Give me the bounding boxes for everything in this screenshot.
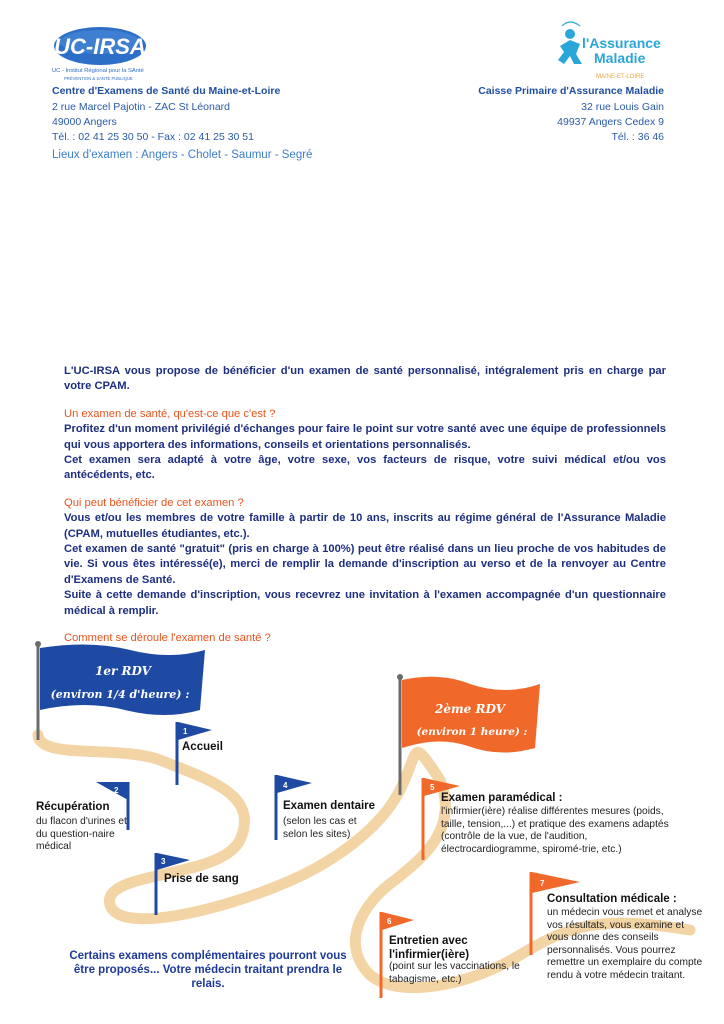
assurance-maladie-logo-region: MAINE-ET-LOIRE [596,74,645,80]
cpam-address-line1: 32 rue Louis Gain [581,101,664,113]
uc-irsa-logo-text: UC-IRSA [54,34,146,59]
center-address-line1: 2 rue Marcel Pajotin - ZAC St Léonard [52,101,230,113]
section2-heading: Qui peut bénéficier de cet examen ? [64,496,244,509]
section2-paragraph2: Cet examen de santé "gratuit" (pris en charge à 100%) peut être réalisé dans un lieu proche de vos habitudes de vie. Si vous êtes intéressé(e), merci de remplir la demande d'inscription au verso et de la renvoyer au Centre d'Examens de Santé. [64,543,666,586]
step6-number: 6 [387,917,392,926]
step2-description: du flacon d'urines et du question-naire médical [36,816,127,853]
section1-paragraph1: Profitez d'un moment privilégié d'échanges pour faire le point sur votre santé avec une équipe de professionnels qui vous apportera des informations, conseils et orientations personnalisés. [64,423,666,451]
body-text [64,364,666,647]
section1-heading: Un examen de santé, qu'est-ce que c'est ? [64,407,276,420]
center-phone-fax: Tél. : 02 41 25 30 50 - Fax : 02 41 25 30 51 [52,131,254,143]
rdv2-title: 2ème RDV [435,702,505,716]
uc-irsa-logo [50,22,160,86]
assurance-maladie-logo-line2: Maladie [594,50,646,66]
cpam-address-line2: 49937 Angers Cedex 9 [557,116,664,128]
step4-number: 4 [283,781,288,790]
intro-paragraph: L'UC-IRSA vous propose de bénéficier d'un examen de santé personnalisé, intégralement pris en charge par votre CPAM. [64,365,666,393]
section1-paragraph2: Cet examen sera adapté à votre âge, votre sexe, vos facteurs de risque, votre suivi médical et/ou vos antécédents, etc. [64,454,666,482]
rdv1-flag [40,644,205,715]
exam-sites: Lieux d'examen : Angers - Cholet - Saumur - Segré [52,149,313,161]
step1-number: 1 [183,727,188,736]
step4-title: Examen dentaire [283,800,376,812]
rdv2-duration: (environ 1 heure) : [416,726,528,738]
section2-paragraph1: Vous et/ou les membres de votre famille à partir de 10 ans, inscrits au régime général de l'Assurance Maladie (CPAM, mutuelles étudiantes, etc.). [64,512,666,540]
step5-number: 5 [430,783,435,792]
assurance-maladie-logo-line1: l'Assurance [582,35,661,51]
step3-title: Prise de sang [164,873,239,885]
step5-description: l'infirmier(ière) réalise différentes mesures (poids, taille, tension,...) et pratique des examens adaptés (contrôle de la vue, de l'audition, électrocardiogramme, spiromé-trie, etc.) [441,806,669,855]
cpam-name: Caisse Primaire d'Assurance Maladie [478,85,664,97]
center-address-line2: 49000 Angers [52,116,117,128]
step4-description: (selon les cas et selon les sites) [283,816,357,840]
rdv1-duration: (environ 1/4 d'heure) : [50,688,190,701]
step2-number: 2 [114,786,119,795]
center-name: Centre d'Examens de Santé du Maine-et-Loire [52,85,281,97]
step3-number: 3 [161,857,166,866]
step7-description: un médecin vous remet et analyse vos résultats, vous examine et vous donne des conseils personnalisés. Vous pourrez remettre un exemplaire du compte rendu à votre médecin traitant. [547,907,703,981]
step7-title: Consultation médicale : [547,893,677,905]
uc-irsa-logo-tagline2: PRÉVENTION & SANTÉ PUBLIQUE [64,76,133,81]
step7-number: 7 [540,879,545,888]
section2-paragraph3: Suite à cette demande d'inscription, vous recevrez une invitation à l'examen accompagnée d'un questionnaire médical à remplir. [64,589,666,617]
uc-irsa-logo-tagline: UC - Institut Régional pour la SAnté [52,68,144,74]
cpam-phone: Tél. : 36 46 [611,131,664,143]
section3-heading: Comment se déroule l'examen de santé ? [64,632,271,645]
footer-note: Certains examens complémentaires pourront vous être proposés... Votre médecin traitant prendra le relais. [69,950,347,990]
assurance-maladie-logo [552,20,672,88]
step6-title: Entretien avec l'infirmier(ière) [389,935,470,961]
step6-description: (point sur les vaccinations, le tabagisme, etc.) [389,961,520,985]
step2-title: Récupération [36,801,110,813]
assurance-maladie-figure-icon [558,22,582,64]
step1-title: Accueil [182,741,223,753]
rdv1-title: 1er RDV [95,664,151,678]
step5-title: Examen paramédical : [441,792,563,804]
